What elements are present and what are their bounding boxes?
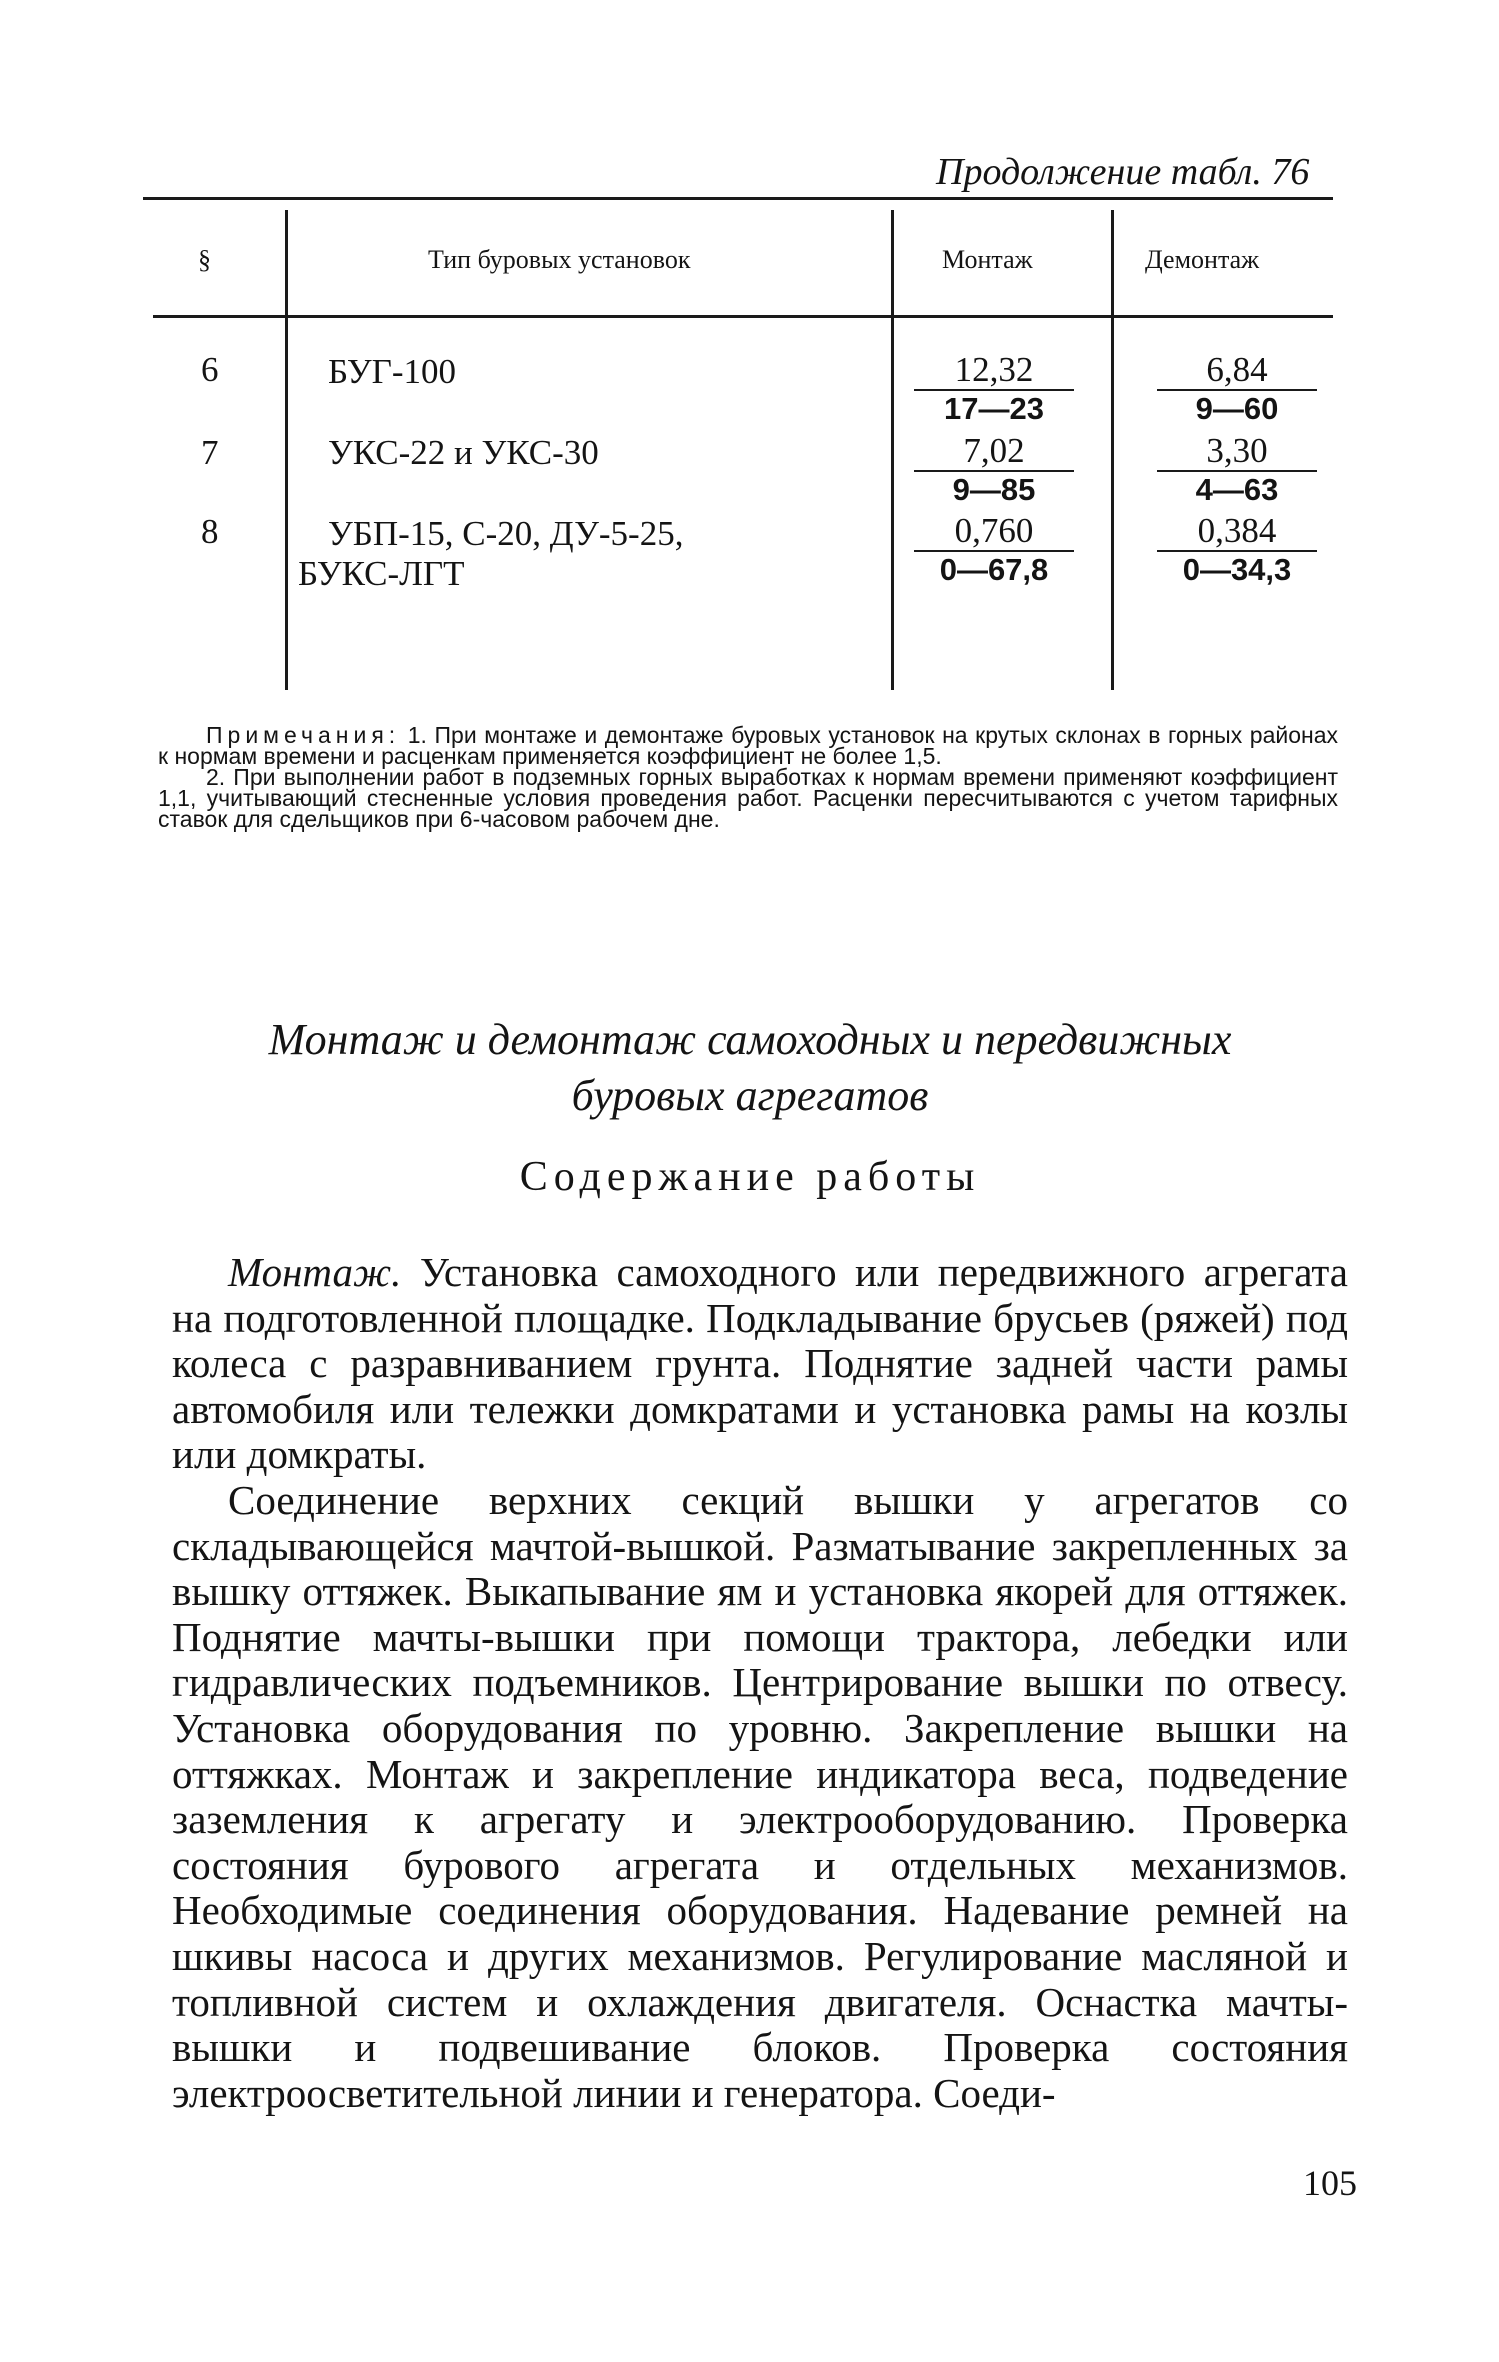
table-col-divider [285,210,288,690]
row-type: БУГ-100 [328,352,457,391]
page-number: 105 [1303,2163,1357,2203]
header-type: Тип буровых установок [428,245,691,274]
table-top-rule [143,197,1333,200]
row-type: УБП-15, С-20, ДУ-5-25, [328,514,684,553]
dismount-value: $\frac{3,30}{4—63}$ [1157,433,1317,505]
mount-value: $\frac{0,760}{0—67,8}$ [914,513,1074,585]
row-number: 7 [201,433,219,472]
mount-value: $\frac{12,32}{17—23}$ [914,352,1074,424]
header-section: § [198,245,211,274]
table-header-rule [153,315,1333,318]
table-col-divider [891,210,894,690]
notes-label: Примечания: [206,722,401,748]
body-text [172,1250,1348,2116]
note-2: 2. При выполнении работ в подземных горных выработках к нормам времени применяют коэффициент 1,1, учитывающий стесненные условия проведения работ. Расценки пересчитываются с учетом тарифных ставок для сдельщиков при 6-часовом рабочем дне. [158,764,1338,832]
paragraph: Соединение верхних секций вышки у агрегатов со складывающейся мачтой-вышкой. Разматывание закрепленных за вышку оттяжек. Выкапывание ям и установка якорей для оттяжек. Поднятие мачты-вышки при помощи трактора, лебедки или гидравлических подъемников. Центрирование вышки по отвесу. Установка оборудования по уровню. Закрепление вышки на оттяжках. Монтаж и закрепление индикатора веса, подведение заземления к агрегату и электрооборудованию. Проверка состояния бурового агрегата и отдельных механизмов. Необходимые соединения оборудования. Надевание ремней на шкивы насоса и других механизмов. Регулирование масляной и топливной систем и охлаждения двигателя. Оснастка мачты-вышки и подвешивание блоков. Проверка состояния электроосветительной линии и генератора. Соеди- [172,1476,1348,2116]
paragraph-lead: Монтаж. [228,1249,402,1295]
row-number: 8 [201,512,219,551]
row-number: 6 [201,350,219,389]
header-dismount: Демонтаж [1145,245,1260,274]
dismount-value: $\frac{6,84}{9—60}$ [1157,352,1317,424]
dismount-value: $\frac{0,384}{0—34,3}$ [1157,513,1317,585]
note-1: Примечания: 1. При монтаже и демонтаже буровых установок на крутых склонах в горных районах к нормам времени и расценкам применяется коэффициент не более 1,5. [158,722,1338,769]
row-type: УКС-22 и УКС-30 [328,433,599,472]
row-type-continued: БУКС-ЛГТ [298,554,465,593]
table-col-divider [1111,210,1114,690]
section-heading: Монтаж и демонтаж самоходных и передвижных буровых агрегатов [268,1015,1232,1120]
mount-value: $\frac{7,02}{9—85}$ [914,433,1074,505]
subheading: Содержание работы [519,1154,981,1200]
paragraph: Монтаж. Установка самоходного или передвижного агрегата на подготовленной площадке. Подкладывание брусьев (ряжей) под колеса с разравниванием грунта. Поднятие задней части рамы автомобиля или тележки домкратами и установка рамы на козлы или домкраты. [172,1249,1348,1478]
header-mount: Монтаж [942,245,1033,274]
table-notes [158,722,1338,832]
table-continuation-label: Продолжение табл. 76 [936,151,1310,193]
